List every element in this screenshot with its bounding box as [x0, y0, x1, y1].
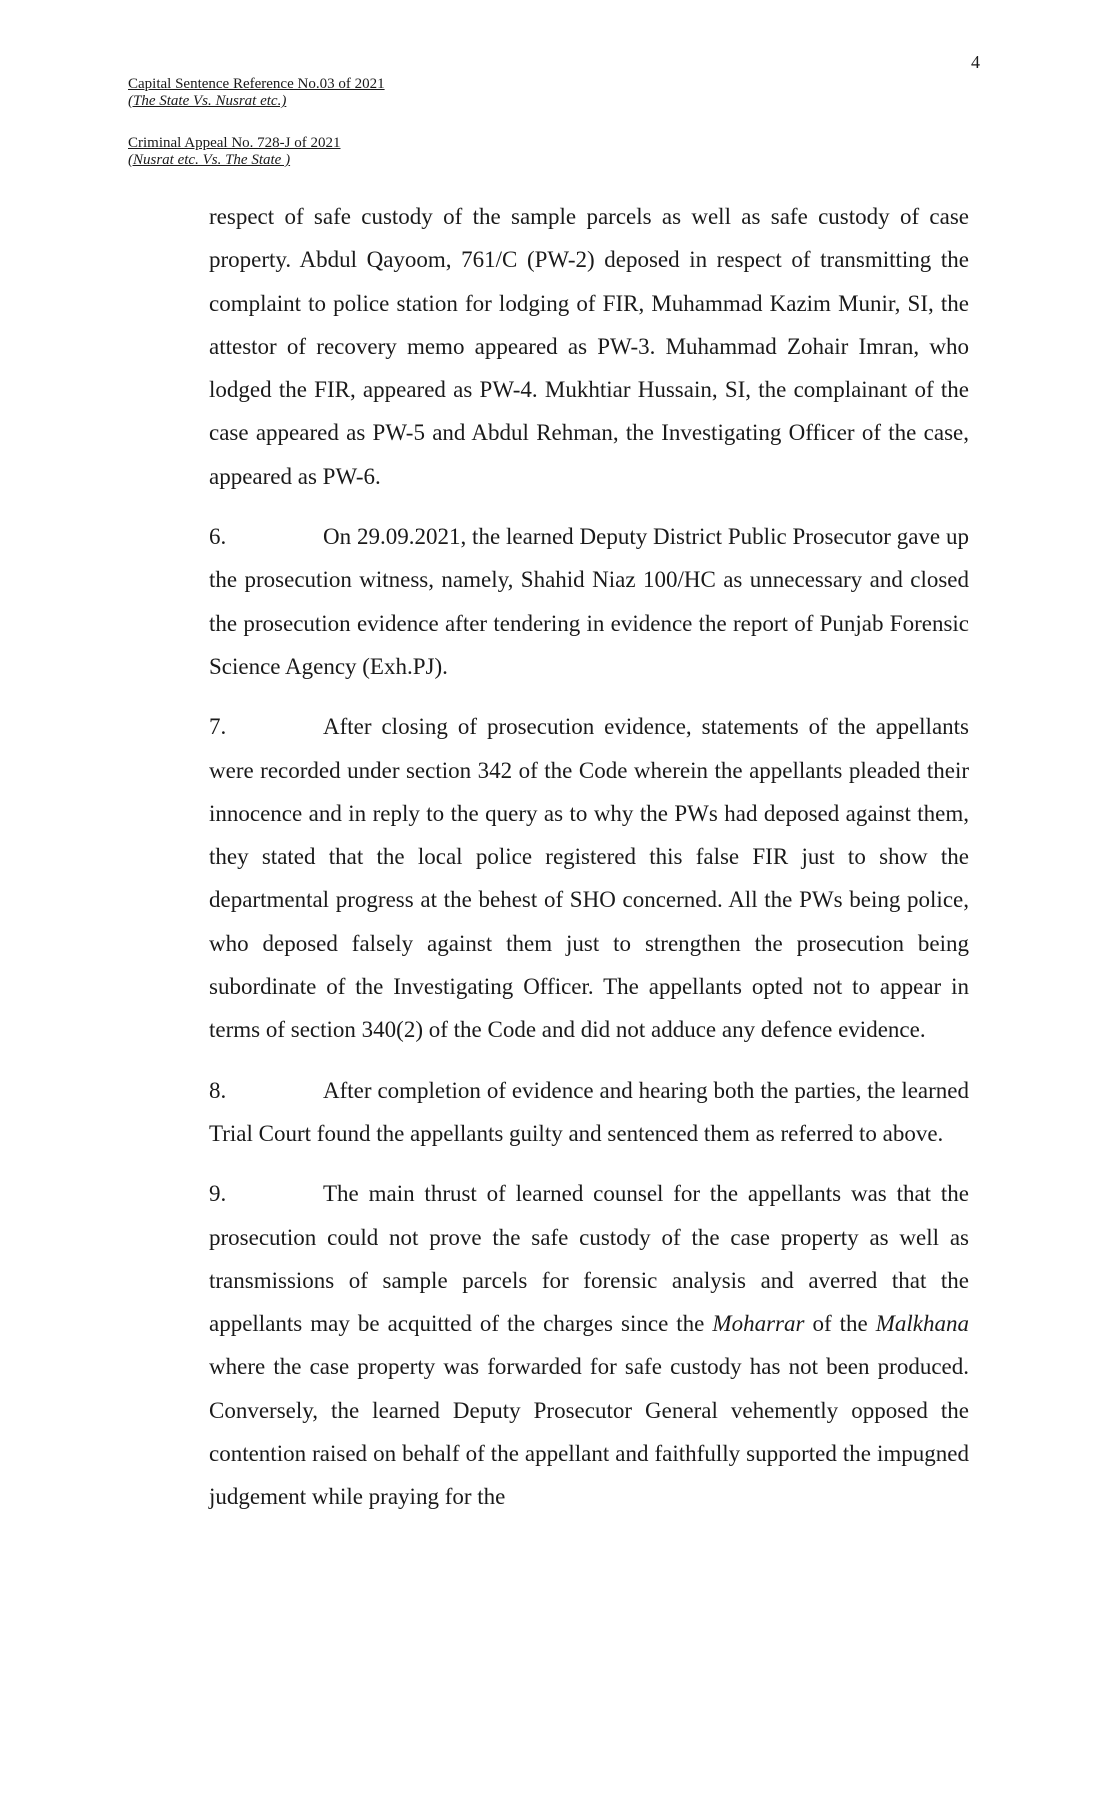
paragraph-number: 6.: [209, 524, 227, 550]
paragraph-8: [209, 1069, 969, 1156]
paragraph-text: where the case property was forwarded for safe custody has not been produced. Conversely, the learned Deputy Prosecutor General vehemently opposed the contention raised on behalf of the appellant and faithfully supported the impugned judgement while praying for the: [209, 1354, 969, 1510]
paragraph-7: [209, 705, 969, 1051]
criminal-appeal-title: Criminal Appeal No. 728-J of 2021: [128, 135, 341, 151]
paragraph-number: 8.: [209, 1077, 227, 1103]
italic-term-malkhana: Malkhana: [875, 1311, 969, 1337]
judgment-body: [209, 195, 969, 1536]
paragraph-text: After completion of evidence and hearing both the parties, the learned Trial Court found the appellants guilty and sentenced them as referred to above.: [209, 1077, 969, 1146]
paragraph-number: 9.: [209, 1181, 227, 1207]
paragraph-6: [209, 515, 969, 688]
case-reference-title: Capital Sentence Reference No.03 of 2021: [128, 76, 385, 92]
paragraph-text: After closing of prosecution evidence, statements of the appellants were recorded under section 342 of the Code wherein the appellants pleaded their innocence and in reply to the query as to why the PWs had deposed against them, they stated that the local police registered this false FIR just to show the departmental progress at the behest of SHO concerned. All the PWs being police, who deposed falsely against them just to strengthen the prosecution being subordinate of the Investigating Officer. The appellants opted not to appear in terms of section 340(2) of the Code and did not adduce any defence evidence.: [209, 714, 969, 1043]
case-reference-parties: (The State Vs. Nusrat etc.): [128, 93, 287, 109]
paragraph-5-continued: respect of safe custody of the sample parcels as well as safe custody of case property. Abdul Qayoom, 761/C (PW-2) deposed in respect of transmitting the complaint to police station for lodging of FIR, Muhammad Kazim Munir, SI, the attestor of recovery memo appeared as PW-3. Muhammad Zohair Imran, who lodged the FIR, appeared as PW-4. Mukhtiar Hussain, SI, the complainant of the case appeared as PW-5 and Abdul Rehman, the Investigating Officer of the case, appeared as PW-6.: [209, 204, 969, 489]
italic-term-moharrar: Moharrar: [712, 1311, 805, 1337]
criminal-appeal-header: [128, 135, 340, 169]
paragraph-text: The main thrust of learned counsel for the appellants was that the prosecution could not prove the safe custody of the case property as well as transmissions of sample parcels for forensic analysis and averred that the appellants may be acquitted of the charges since the: [209, 1181, 969, 1337]
case-reference-header: [128, 76, 385, 110]
paragraph-text: of the: [812, 1311, 868, 1337]
criminal-appeal-parties: (Nusrat etc. Vs. The State ): [128, 152, 291, 168]
paragraph-number: 7.: [209, 714, 227, 740]
paragraph-9: [209, 1172, 969, 1518]
page-number: 4: [971, 52, 980, 72]
paragraph-text: On 29.09.2021, the learned Deputy District Public Prosecutor gave up the prosecution witness, namely, Shahid Niaz 100/HC as unnecessary and closed the prosecution evidence after tendering in evidence the report of Punjab Forensic Science Agency (Exh.PJ).: [209, 524, 969, 679]
